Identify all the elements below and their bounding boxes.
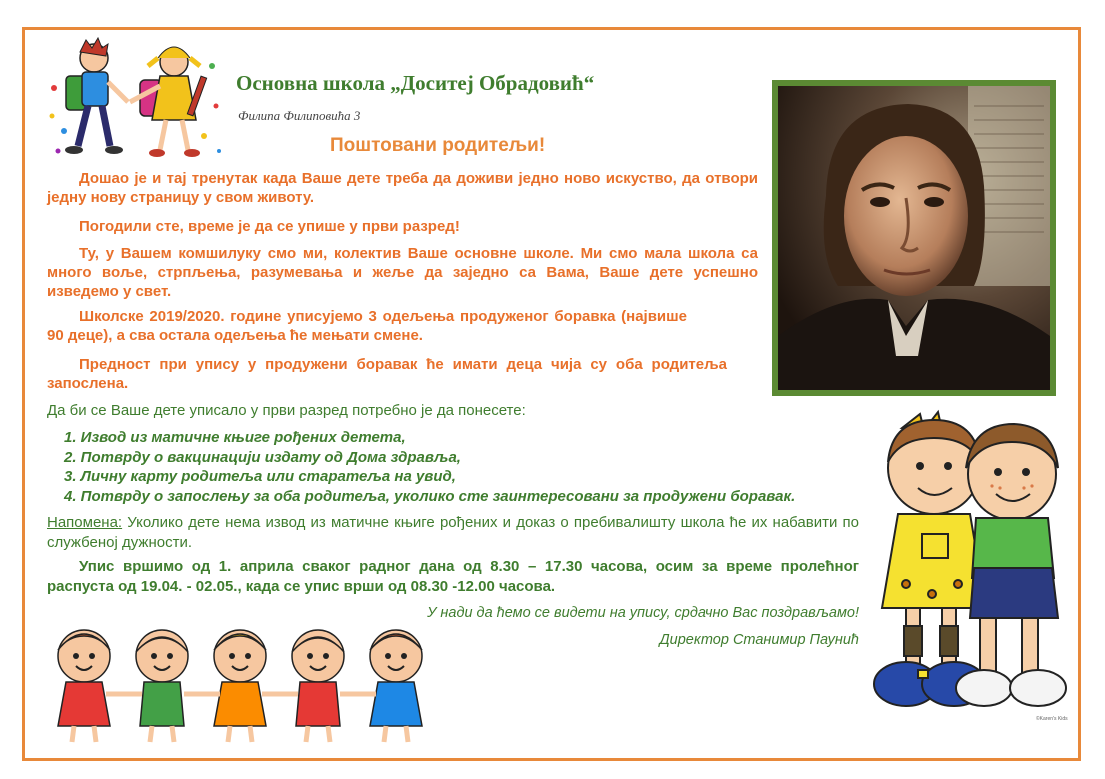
intro-paragraph-3 bbox=[47, 244, 758, 301]
paragraph-text: Предност при упису у продужени боравак ће имати деца чија су оба родитеља запослена. bbox=[47, 356, 727, 392]
greeting-heading: Поштовани родитељи! bbox=[330, 135, 546, 156]
school-address: Филипа Филиповића 3 bbox=[238, 108, 361, 123]
paragraph-text: Школске 2019/2020. године уписујемо 3 одељења продуженог боравка (највише 90 деце), а сва остала одељења ће мењати смене. bbox=[47, 308, 687, 344]
portrait-image bbox=[772, 80, 1056, 396]
note-paragraph bbox=[47, 513, 859, 553]
director-signature: Директор Станимир Паунић bbox=[659, 632, 859, 648]
paragraph-text: Дошао је и тај тренутак када Ваше дете треба да доживи једно ново искуство, да отвори једну нову страницу у свом животу. bbox=[47, 170, 758, 206]
intro-paragraph-1 bbox=[47, 169, 758, 207]
intro-paragraph-4 bbox=[47, 307, 687, 345]
illustration-watermark: ©Karen's Kids bbox=[1036, 716, 1068, 722]
list-item: 2. Потврду о вакцинацији издату од Дома здравља, bbox=[64, 448, 461, 466]
note-text: Уколико дете нема извод из матичне књиге рођених и доказ о пребивалишту школа ће их набавити по службеној дужности. bbox=[47, 514, 859, 551]
list-item: 1. Извод из матичне књиге рођених детета, bbox=[64, 429, 406, 446]
documents-intro: Да би се Ваше дете уписало у први разред потребно је да понесете: bbox=[47, 402, 526, 419]
intro-paragraph-2 bbox=[47, 217, 758, 236]
intro-paragraph-5 bbox=[47, 355, 727, 393]
school-name: Основна школа „Доситеј Обрадовић“ bbox=[236, 71, 595, 95]
paragraph-text: Ту, у Вашем комшилуку смо ми, колектив Ваше основне школе. Ми смо мала школа са много воље, стрпљења, разумевања и жеље да заједно са Вама, Ваше дете успешно изведемо у свет. bbox=[47, 245, 758, 300]
kids-holding-hands-illustration bbox=[44, 618, 449, 748]
portrait-drawing bbox=[778, 86, 1050, 390]
closing-text: У нади да ћемо се видети на упису, срдачно Вас поздрављамо! bbox=[427, 605, 859, 621]
list-item: 4. Потврду о запослењу за оба родитеља, уколико сте заинтересовани за продужени боравак. bbox=[64, 487, 796, 505]
list-item: 3. Личну карту родитеља или старатеља на увид, bbox=[64, 468, 456, 485]
enrollment-paragraph: Упис вршимо од 1. априла сваког радног дана од 8.30 – 17.30 часова, осим за време пролећног распуста од 19.04. - 02.05., када се упис врши од 08.30 -12.00 часова. bbox=[47, 558, 859, 595]
boy-and-girl-illustration bbox=[862, 408, 1072, 720]
documents-list bbox=[64, 428, 795, 506]
kids-backpack-illustration bbox=[44, 36, 224, 164]
paragraph-text: Погодили сте, време је да се упише у први разред! bbox=[79, 218, 460, 235]
note-label: Напомена: bbox=[47, 514, 123, 531]
